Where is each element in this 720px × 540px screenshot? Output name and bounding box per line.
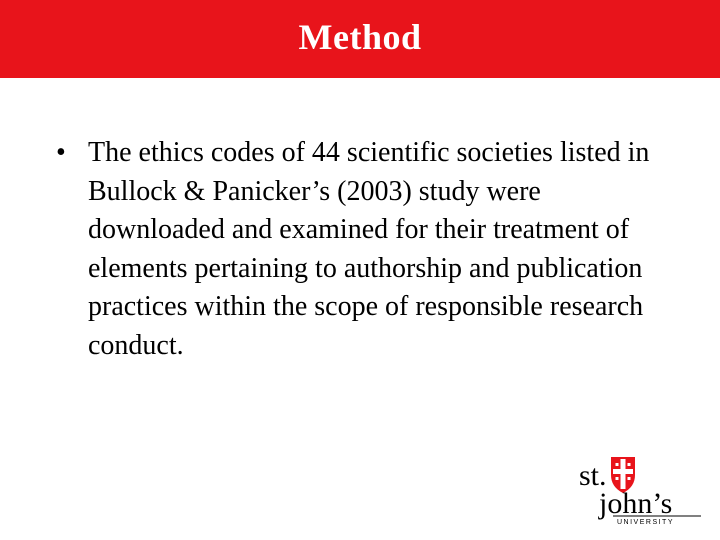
slide-body [56,134,666,365]
title-bar [0,0,720,78]
university-logo [573,455,708,527]
logo-line1: st. [579,459,607,492]
bullet-item [56,134,666,365]
logo-line3: UNIVERSITY [617,519,675,526]
bullet-text: The ethics codes of 44 scientific societies listed in Bullock & Panicker’s (2003) study were downloaded and examined for their treatment of elements pertaining to authorship and publication practices within the scope of responsible research conduct. [88,137,650,361]
logo-line2: john’s [599,487,673,520]
slide-title: Method [298,17,422,57]
bullet-marker: • [56,137,66,168]
